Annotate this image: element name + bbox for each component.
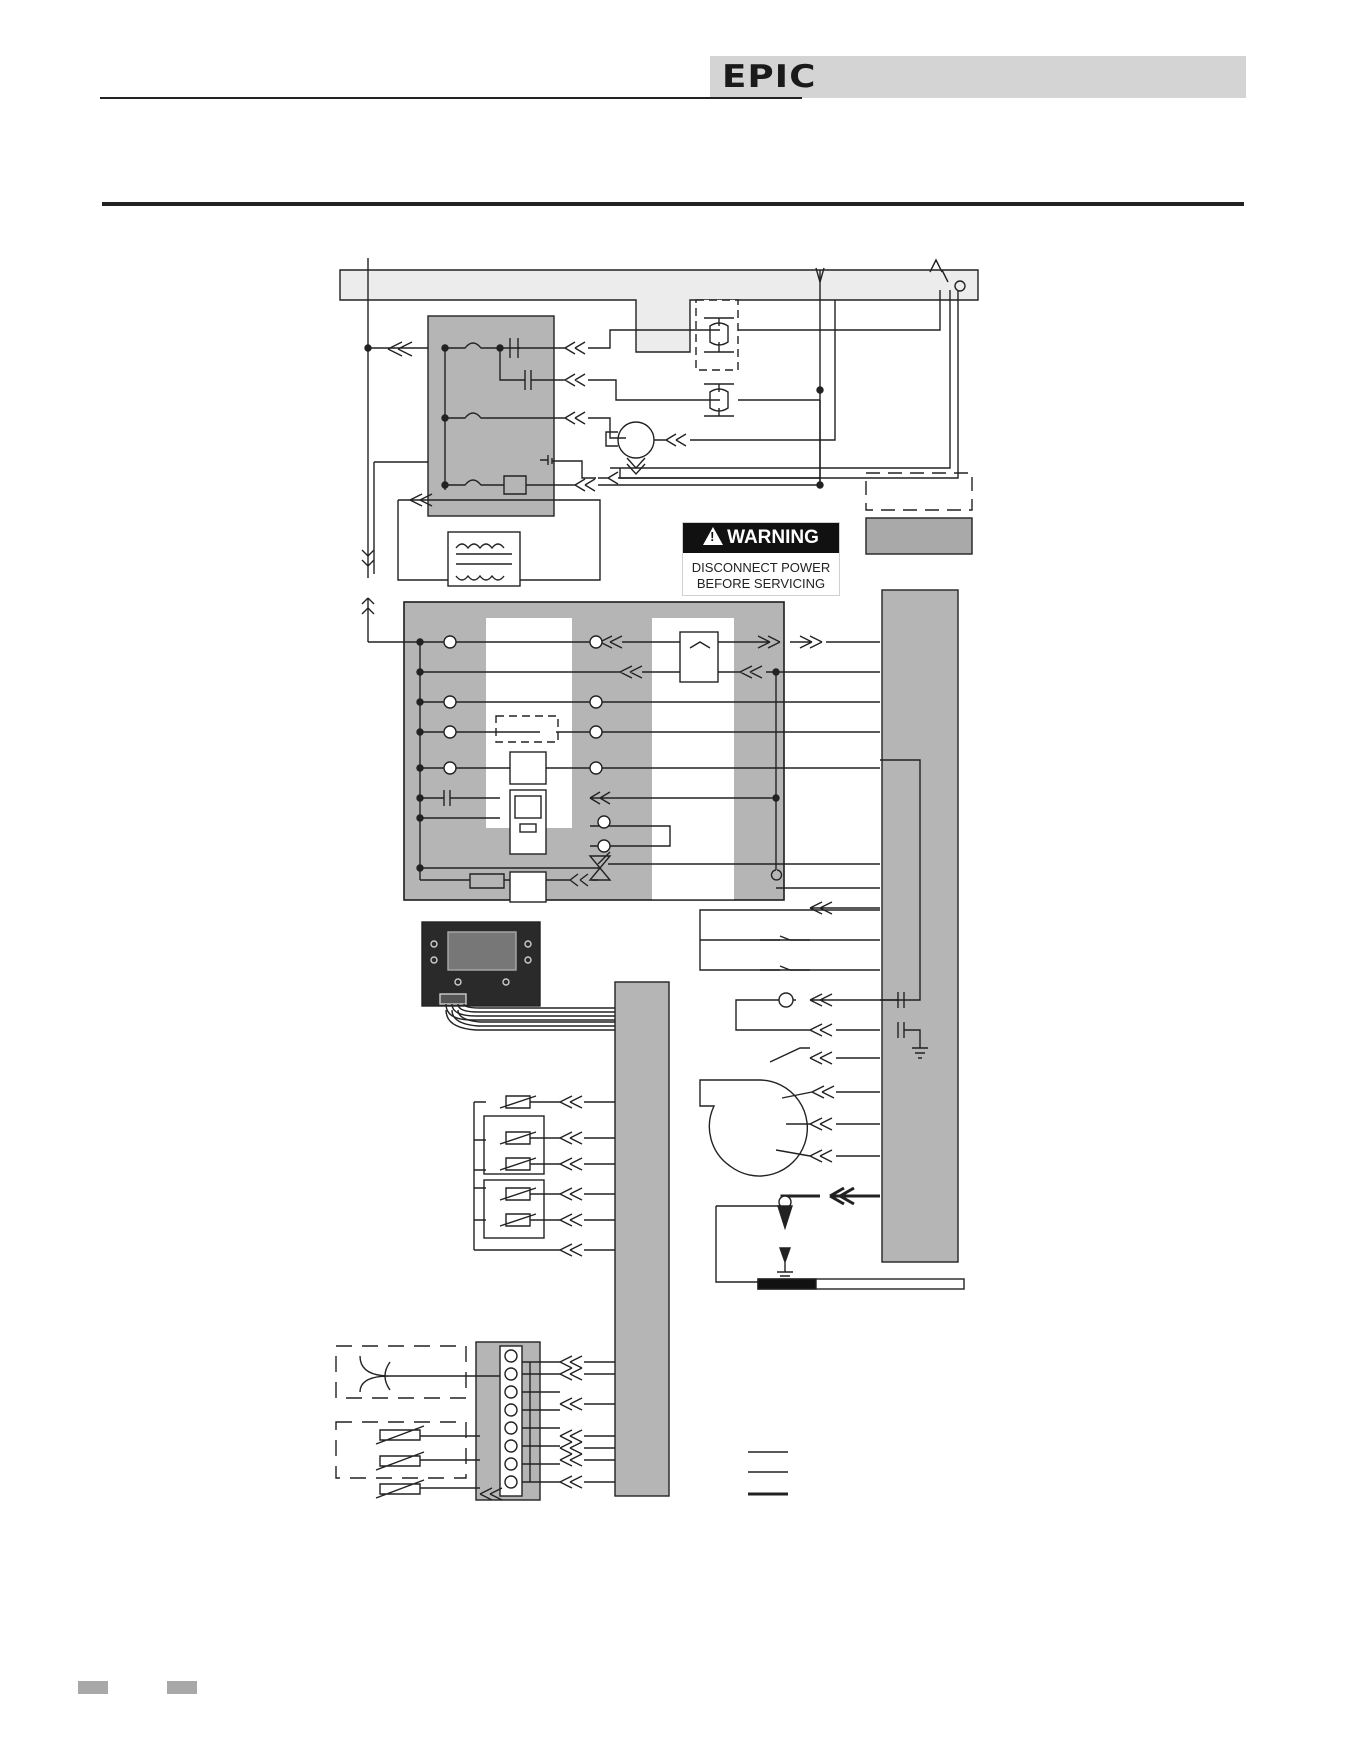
warning-triangle-icon	[703, 527, 723, 545]
brand-logo: EPIC	[722, 59, 817, 95]
transformer-icon	[448, 532, 520, 586]
pressure-switch	[510, 872, 546, 902]
pump-dashed-box	[696, 300, 738, 370]
warning-heading	[683, 523, 839, 553]
footer-block-right	[167, 1681, 197, 1694]
field-dashed-box-1	[336, 1346, 466, 1398]
warning-heading-text: WARNING	[727, 527, 819, 548]
footer-block-left	[78, 1681, 108, 1694]
warning-label	[682, 522, 840, 596]
legend-factory-box	[866, 518, 972, 554]
blower-icon	[618, 422, 654, 458]
control-board-lower	[615, 982, 669, 1496]
warning-line-2: BEFORE SERVICING	[696, 576, 826, 591]
combustion-blower-icon	[700, 1080, 807, 1176]
limit-switch	[510, 752, 546, 784]
warning-line-1: DISCONNECT POWER	[691, 560, 831, 575]
